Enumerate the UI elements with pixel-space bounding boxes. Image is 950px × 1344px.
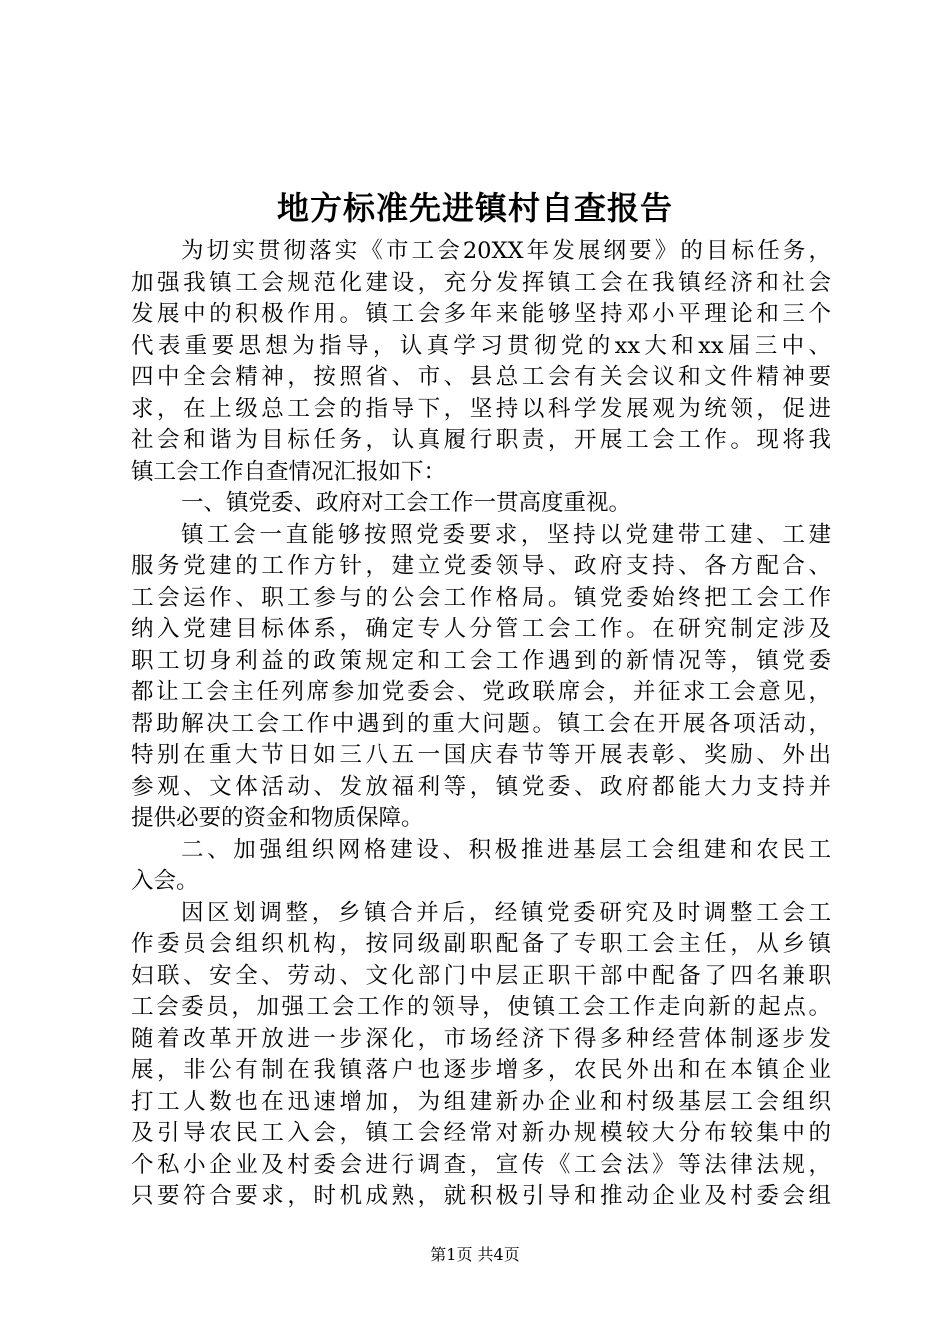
text-line: 打工人数也在迅速增加，为组建新办企业和村级基层工会组织 <box>131 1088 831 1115</box>
text-line: 加强我镇工会规范化建设，充分发挥镇工会在我镇经济和社会 <box>131 269 831 296</box>
text-line: 帮助解决工会工作中遇到的重大问题。镇工会在开展各项活动， <box>131 710 831 737</box>
text-line: 四中全会精神，按照省、市、县总工会有关会议和文件精神要 <box>131 364 831 390</box>
text-line: 服务党建的工作方针，建立党委领导、政府支持、各方配合、 <box>131 553 831 579</box>
text-line: 展，非公有制在我镇落户也逐步增多，农民外出和在本镇企业 <box>131 1057 831 1083</box>
text-line: 二、加强组织网格建设、积极推进基层工会组建和农民工 <box>181 836 831 863</box>
text-line: 工会运作、职工参与的公会工作格局。镇党委始终把工会工作 <box>131 584 831 611</box>
text-line: 都让工会主任列席参加党委会、党政联席会，并征求工会意见， <box>131 679 831 705</box>
text-line: 纳入党建目标体系，确定专人分管工会工作。在研究制定涉及 <box>131 616 831 642</box>
text-line: 特别在重大节日如三八五一国庆春节等开展表彰、奖励、外出 <box>131 742 831 768</box>
document-body <box>131 236 831 1213</box>
text-line: 因区划调整，乡镇合并后，经镇党委研究及时调整工会工 <box>181 899 831 926</box>
text-line: 作委员会组织机构，按同级副职配备了专职工会主任，从乡镇 <box>131 931 831 957</box>
text-line: 及引导农民工入会，镇工会经常对新办规模较大分布较集中的 <box>131 1120 831 1146</box>
text-line: 为切实贯彻落实《市工会20XX年发展纲要》的目标任务， <box>181 238 831 264</box>
text-line: 职工切身利益的政策规定和工会工作遇到的新情况等，镇党委 <box>131 647 831 674</box>
text-line: 代表重要思想为指导，认真学习贯彻党的xx大和xx届三中、 <box>131 332 831 359</box>
text-line: 入会。 <box>131 868 199 894</box>
text-line: 求，在上级总工会的指导下，坚持以科学发展观为统领，促进 <box>131 395 831 422</box>
text-line: 个私小企业及村委会进行调查，宣传《工会法》等法律法规， <box>131 1151 831 1178</box>
text-line: 镇工会工作自查情况汇报如下： <box>131 458 447 485</box>
text-line: 发展中的积极作用。镇工会多年来能够坚持邓小平理论和三个 <box>131 301 831 327</box>
document-title: 地方标准先进镇村自查报告 <box>276 189 673 227</box>
text-line: 参观、文体活动、发放福利等，镇党委、政府都能大力支持并 <box>131 773 831 800</box>
text-line: 一、镇党委、政府对工会工作一贯高度重视。 <box>181 490 632 516</box>
text-line: 随着改革开放进一步深化，市场经济下得多种经营体制逐步发 <box>131 1025 831 1052</box>
text-line: 镇工会一直能够按照党委要求，坚持以党建带工建、工建 <box>181 521 831 548</box>
text-line: 只要符合要求，时机成熟，就积极引导和推动企业及村委会组 <box>131 1183 831 1209</box>
text-line: 社会和谐为目标任务，认真履行职责，开展工会工作。现将我 <box>131 427 831 453</box>
page-footer: 第1页 共4页 <box>430 1245 520 1264</box>
text-line: 妇联、安全、劳动、文化部门中层正职干部中配备了四名兼职 <box>131 962 831 989</box>
text-line: 工会委员，加强工会工作的领导，使镇工会工作走向新的起点。 <box>131 994 831 1020</box>
text-line: 提供必要的资金和物质保障。 <box>131 805 424 831</box>
